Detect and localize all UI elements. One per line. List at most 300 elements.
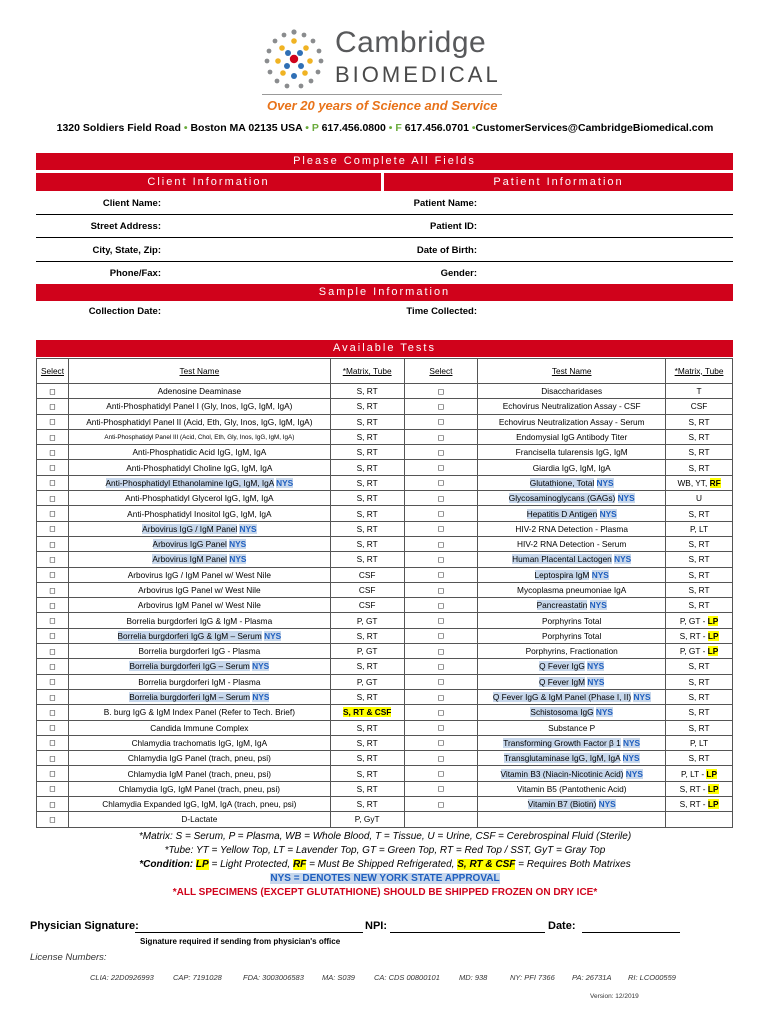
test-name-text: Hepatitis D Antigen <box>526 508 598 519</box>
test-name-text: Adenosine Deaminase <box>157 386 242 397</box>
matrix-value: S, RT <box>688 676 710 687</box>
test-checkbox[interactable]: ◻ <box>37 475 69 490</box>
test-name-text: Q Fever IgG <box>539 661 585 672</box>
client-patient-fields <box>36 194 733 294</box>
test-matrix <box>330 659 404 674</box>
nys-badge: NYS <box>595 707 613 718</box>
test-name <box>68 628 330 643</box>
test-name <box>478 506 666 521</box>
test-name <box>478 781 666 796</box>
npi-label: NPI: <box>365 920 387 932</box>
test-checkbox[interactable]: ◻ <box>404 521 478 536</box>
test-matrix <box>330 751 404 766</box>
test-matrix <box>330 812 404 827</box>
test-checkbox[interactable]: ◻ <box>37 720 69 735</box>
license-pa: PA: 26731A <box>572 973 612 982</box>
test-name <box>478 582 666 597</box>
test-checkbox[interactable]: ◻ <box>404 414 478 429</box>
test-checkbox[interactable]: ◻ <box>404 491 478 506</box>
test-name <box>478 552 666 567</box>
phone-fax-label: Phone/Fax: <box>109 268 161 279</box>
matrix-value: P, LT <box>689 523 709 534</box>
test-name <box>478 689 666 704</box>
test-name-text: Porphyrins Total <box>542 630 602 641</box>
license-md: MD: 938 <box>459 973 488 982</box>
logo-subtitle: BIOMEDICAL <box>335 62 501 87</box>
test-name <box>68 460 330 475</box>
license-cap: CAP: 7191028 <box>173 973 222 982</box>
test-name <box>478 735 666 750</box>
test-name-text: Substance P <box>548 722 596 733</box>
test-matrix <box>330 613 404 628</box>
test-checkbox[interactable]: ◻ <box>404 766 478 781</box>
test-name <box>68 384 330 399</box>
test-matrix <box>666 766 733 781</box>
table-row <box>37 491 733 506</box>
test-matrix <box>666 582 733 597</box>
test-name-text: Anti-Phosphatidyl Panel III (Acid, Chol, Eth, Gly, Inos, IgG, IgM, IgA) <box>104 433 295 441</box>
test-name <box>478 812 666 827</box>
test-matrix <box>330 506 404 521</box>
matrix-value: S, RT <box>688 416 710 427</box>
test-matrix <box>666 797 733 812</box>
client-info-header: Client Information <box>36 173 381 191</box>
test-name-text: Chlamydia IgG, IgM Panel (trach, pneu, psi) <box>118 783 281 794</box>
test-matrix <box>666 475 733 490</box>
bullet: • <box>183 122 188 134</box>
matrix-value: S, RT <box>356 447 378 458</box>
test-name <box>68 552 330 567</box>
table-row <box>37 506 733 521</box>
gender-label: Gender: <box>440 268 477 279</box>
matrix-value: S, RT <box>688 539 710 550</box>
test-matrix <box>666 567 733 582</box>
collection-date-label: Collection Date: <box>88 306 161 317</box>
matrix-value: S, RT <box>688 569 710 580</box>
condition-flag: LP <box>707 646 719 657</box>
test-name <box>68 429 330 444</box>
client-name-label: Client Name: <box>102 198 161 209</box>
test-checkbox[interactable]: ◻ <box>404 644 478 659</box>
test-name-text: Chlamydia Expanded IgG, IgM, IgA (trach, pneu, psi) <box>102 799 297 810</box>
test-name-text: HIV-2 RNA Detection - Plasma <box>515 523 628 534</box>
test-checkbox[interactable]: ◻ <box>37 659 69 674</box>
test-matrix <box>330 735 404 750</box>
test-checkbox[interactable]: ◻ <box>37 705 69 720</box>
test-checkbox[interactable]: ◻ <box>404 399 478 414</box>
test-name <box>478 414 666 429</box>
divider <box>36 214 733 215</box>
test-name <box>68 445 330 460</box>
nys-badge: NYS <box>252 692 270 703</box>
bullet: • <box>471 122 476 134</box>
test-name <box>478 613 666 628</box>
test-checkbox[interactable]: ◻ <box>37 812 69 827</box>
matrix-value: S, RT <box>356 432 378 443</box>
table-row <box>37 598 733 613</box>
test-checkbox[interactable]: ◻ <box>37 414 69 429</box>
test-name-text: Chlamydia IgG Panel (trach, pneu, psi) <box>127 753 271 764</box>
test-checkbox[interactable]: ◻ <box>37 613 69 628</box>
test-name <box>478 429 666 444</box>
matrix-value: S, RT <box>356 416 378 427</box>
test-checkbox[interactable]: ◻ <box>37 689 69 704</box>
matrix-value: S, RT <box>688 447 710 458</box>
test-name <box>478 491 666 506</box>
test-matrix <box>666 445 733 460</box>
shipping-note: *ALL SPECIMENS (EXCEPT GLUTATHIONE) SHOULD BE SHIPPED FROZEN ON DRY ICE* <box>172 887 598 898</box>
test-name <box>478 797 666 812</box>
nys-badge: NYS <box>587 661 605 672</box>
city-address: Boston MA 02135 USA <box>190 122 303 134</box>
tests-table <box>36 358 733 828</box>
test-checkbox[interactable]: ◻ <box>404 659 478 674</box>
test-name <box>68 689 330 704</box>
test-name-text: Arbovirus IgG / IgM Panel w/ West Nile <box>127 569 271 580</box>
test-matrix <box>666 720 733 735</box>
test-checkbox[interactable]: ◻ <box>37 644 69 659</box>
matrix-value: S, RT <box>688 508 710 519</box>
test-name-text: Anti-Phosphatidyl Choline IgG, IgM, IgA <box>126 462 273 473</box>
license-fda: FDA: 3003006583 <box>243 973 304 982</box>
matrix-value: P, GT - <box>679 646 706 657</box>
table-row <box>37 812 733 827</box>
test-name-text: B. burg IgG & IgM Index Panel (Refer to Tech. Brief) <box>103 707 295 718</box>
table-row <box>37 536 733 551</box>
table-row <box>37 582 733 597</box>
test-name-text: Mycoplasma pneumoniae IgA <box>517 585 627 595</box>
matrix-value: S, RT <box>356 799 378 810</box>
table-row <box>37 781 733 796</box>
test-name-text: Arbovirus IgG Panel <box>152 539 227 550</box>
test-checkbox[interactable]: ◻ <box>37 674 69 689</box>
matrix-value: U <box>696 493 703 504</box>
table-row <box>37 613 733 628</box>
matrix-value: CSF <box>358 600 376 611</box>
test-checkbox[interactable]: ◻ <box>404 475 478 490</box>
matrix-value: P, GT - <box>679 615 706 626</box>
table-row <box>37 735 733 750</box>
test-name <box>68 521 330 536</box>
condition-label: *Condition: <box>139 859 194 870</box>
matrix-value: S, RT <box>356 508 378 519</box>
test-checkbox[interactable]: ◻ <box>404 506 478 521</box>
test-name <box>478 384 666 399</box>
test-matrix <box>666 613 733 628</box>
test-checkbox[interactable]: ◻ <box>404 628 478 643</box>
physician-signature-label: Physician Signature: <box>30 920 139 932</box>
test-name <box>68 735 330 750</box>
matrix-value: P, GT <box>356 646 378 657</box>
test-checkbox[interactable]: ◻ <box>37 735 69 750</box>
test-checkbox[interactable]: ◻ <box>37 582 69 597</box>
tests-header-row <box>37 359 733 384</box>
version-label: Version: 12/2019 <box>590 993 639 1000</box>
test-name-text: Q Fever IgG & IgM Panel (Phase I, II) <box>492 692 632 703</box>
test-checkbox[interactable]: ◻ <box>404 613 478 628</box>
test-name <box>478 475 666 490</box>
fax-label: F <box>395 122 402 134</box>
test-checkbox[interactable]: ◻ <box>37 552 69 567</box>
sample-info-header: Sample Information <box>36 284 733 301</box>
date-label: Date: <box>548 920 576 932</box>
bullet: • <box>388 122 393 134</box>
table-row <box>37 475 733 490</box>
test-name <box>68 797 330 812</box>
npi-line[interactable] <box>390 932 545 933</box>
test-checkbox[interactable]: ◻ <box>37 598 69 613</box>
test-matrix <box>330 674 404 689</box>
dob-label: Date of Birth: <box>416 245 477 256</box>
test-matrix <box>666 552 733 567</box>
test-name <box>68 536 330 551</box>
test-name-text: Pancreastatin <box>536 600 588 611</box>
nys-badge: NYS <box>633 692 651 703</box>
test-matrix <box>330 521 404 536</box>
test-checkbox[interactable]: ◻ <box>37 781 69 796</box>
matrix-value: S, RT <box>688 692 710 703</box>
test-name <box>68 414 330 429</box>
nys-badge: NYS <box>276 477 294 488</box>
select-column-header: Select <box>37 359 69 384</box>
test-matrix <box>666 460 733 475</box>
test-name <box>478 536 666 551</box>
test-checkbox[interactable]: ◻ <box>37 751 69 766</box>
email-address: CustomerServices@CambridgeBiomedical.com <box>475 122 714 134</box>
nys-badge: NYS <box>596 477 614 488</box>
test-name-text: Anti-Phosphatidyl Ethanolamine IgG, IgM, IgA <box>105 477 274 488</box>
test-name-text: Vitamin B7 (Biotin) <box>527 799 597 810</box>
city-state-zip-label: City, State, Zip: <box>92 245 161 256</box>
test-name <box>68 644 330 659</box>
test-checkbox[interactable]: ◻ <box>404 689 478 704</box>
test-matrix <box>330 536 404 551</box>
test-checkbox[interactable]: ◻ <box>404 582 478 597</box>
test-name <box>478 445 666 460</box>
matrix-value: S, RT & CSF <box>342 707 392 718</box>
nys-badge: NYS <box>591 569 609 580</box>
test-name-text: Francisella tularensis IgG, IgM <box>515 447 628 458</box>
test-checkbox[interactable]: ◻ <box>404 384 478 399</box>
test-checkbox[interactable]: ◻ <box>404 674 478 689</box>
condition-flag: LP <box>707 783 719 794</box>
test-name <box>68 674 330 689</box>
test-checkbox[interactable]: ◻ <box>404 567 478 582</box>
test-checkbox[interactable]: ◻ <box>404 536 478 551</box>
date-line[interactable] <box>582 932 680 933</box>
table-row <box>37 460 733 475</box>
matrix-value: CSF <box>690 401 708 412</box>
test-matrix <box>330 598 404 613</box>
signature-note: Signature required if sending from physician's office <box>140 937 341 946</box>
test-checkbox[interactable]: ◻ <box>404 720 478 735</box>
test-checkbox[interactable] <box>404 812 478 827</box>
matrix-value: S, RT <box>688 585 710 595</box>
test-checkbox[interactable]: ◻ <box>404 797 478 812</box>
logo-divider <box>262 94 502 95</box>
test-checkbox[interactable]: ◻ <box>404 705 478 720</box>
test-checkbox[interactable]: ◻ <box>37 506 69 521</box>
matrix-value: S, RT <box>688 462 710 473</box>
test-checkbox[interactable]: ◻ <box>37 445 69 460</box>
test-checkbox[interactable]: ◻ <box>404 751 478 766</box>
matrix-value: S, RT - <box>679 783 706 794</box>
matrix-column-header: *Matrix, Tube <box>330 359 404 384</box>
test-name-text: Giardia IgG, IgM, IgA <box>532 462 611 473</box>
test-name-text: Anti-Phosphatidyl Inositol IgG, IgM, IgA <box>127 508 272 519</box>
matrix-value: S, RT <box>356 386 378 397</box>
logo-name: Cambridge <box>335 26 487 59</box>
matrix-value: S, RT - <box>679 799 706 810</box>
test-name-text: Arbovirus IgG / IgM Panel <box>142 523 238 534</box>
matrix-value: S, RT <box>688 753 710 764</box>
patient-info-header: Patient Information <box>384 173 733 191</box>
matrix-value: S, RT <box>688 432 710 443</box>
table-row <box>37 689 733 704</box>
matrix-value: S, RT <box>356 692 378 703</box>
matrix-value: P, LT - <box>681 768 705 779</box>
test-name <box>478 521 666 536</box>
table-row <box>37 720 733 735</box>
test-matrix <box>666 429 733 444</box>
matrix-value: P, GyT <box>354 814 380 825</box>
test-checkbox[interactable]: ◻ <box>404 460 478 475</box>
table-row <box>37 414 733 429</box>
test-name-text: Vitamin B3 (Niacin-Nicotinic Acid) <box>500 768 624 779</box>
test-checkbox[interactable]: ◻ <box>404 598 478 613</box>
tests-body <box>37 384 733 828</box>
test-name-text: Chlamydia trachomatis IgG, IgM, IgA <box>131 737 268 748</box>
phone-label: P <box>311 122 319 134</box>
matrix-value: P, GT <box>356 676 378 687</box>
test-checkbox[interactable]: ◻ <box>37 521 69 536</box>
test-name-text: Borrelia burgdorferi IgM - Plasma <box>138 676 261 687</box>
test-checkbox[interactable]: ◻ <box>37 766 69 781</box>
table-row <box>37 384 733 399</box>
test-name-text: Borrelia burgdorferi IgG & IgM – Serum <box>117 630 262 641</box>
test-name-text: Borrelia burgdorferi IgM – Serum <box>129 692 251 703</box>
test-matrix <box>330 628 404 643</box>
test-matrix <box>666 812 733 827</box>
test-name <box>478 567 666 582</box>
test-name-column-header: Test Name <box>478 359 666 384</box>
test-name <box>478 705 666 720</box>
test-checkbox[interactable]: ◻ <box>404 781 478 796</box>
test-checkbox[interactable]: ◻ <box>37 460 69 475</box>
contact-line <box>0 122 770 134</box>
test-name-text: Echovirus Neutralization Assay - Serum <box>498 416 645 427</box>
tube-legend: *Tube: YT = Yellow Top, LT = Lavender Top, GT = Green Top, RT = Red Top / SST, GyT = Gray Top <box>164 845 606 856</box>
lp-desc: = Light Protected, <box>211 859 291 870</box>
test-name <box>68 475 330 490</box>
test-matrix <box>666 628 733 643</box>
test-matrix <box>666 399 733 414</box>
table-row <box>37 628 733 643</box>
matrix-legend: *Matrix: S = Serum, P = Plasma, WB = Whole Blood, T = Tissue, U = Urine, CSF = Cerebrospinal Fluid (Sterile) <box>138 831 632 842</box>
test-name-text: Transglutaminase IgG, IgM, IgA <box>503 753 621 764</box>
test-checkbox[interactable]: ◻ <box>404 735 478 750</box>
matrix-value: S, RT <box>356 477 378 488</box>
time-collected-label: Time Collected: <box>406 306 477 317</box>
matrix-value: S, RT <box>688 661 710 672</box>
banner-complete-fields: Please Complete All Fields <box>36 153 733 170</box>
both-matrix-flag: S, RT & CSF <box>457 859 516 870</box>
test-matrix <box>330 705 404 720</box>
tagline: Over 20 years of Science and Service <box>267 98 498 113</box>
nys-note: NYS = DENOTES NEW YORK STATE APPROVAL <box>270 873 500 884</box>
nys-badge: NYS <box>598 799 616 810</box>
test-name <box>68 751 330 766</box>
test-matrix <box>330 781 404 796</box>
test-checkbox[interactable]: ◻ <box>37 797 69 812</box>
test-checkbox[interactable]: ◻ <box>37 384 69 399</box>
matrix-value: S, RT <box>688 600 710 611</box>
test-checkbox[interactable]: ◻ <box>37 491 69 506</box>
test-matrix <box>666 705 733 720</box>
test-checkbox[interactable]: ◻ <box>37 567 69 582</box>
test-matrix <box>666 751 733 766</box>
license-ca: CA: CDS 00800101 <box>374 973 440 982</box>
test-checkbox[interactable]: ◻ <box>37 536 69 551</box>
test-matrix <box>330 414 404 429</box>
test-matrix <box>330 399 404 414</box>
nys-badge: NYS <box>589 600 607 611</box>
matrix-value: S, RT <box>356 401 378 412</box>
test-name <box>478 720 666 735</box>
test-name-text: Human Placental Lactogen <box>512 554 612 565</box>
test-name <box>68 399 330 414</box>
divider <box>36 261 733 262</box>
table-row <box>37 644 733 659</box>
license-ny: NY: PFI 7366 <box>510 973 555 982</box>
test-name <box>68 720 330 735</box>
table-row <box>37 521 733 536</box>
test-name-text: HIV-2 RNA Detection - Serum <box>517 539 627 550</box>
test-checkbox[interactable]: ◻ <box>37 399 69 414</box>
test-name-text: Anti-Phosphatidyl Panel I (Gly, Inos, IgG, IgM, IgA) <box>106 401 293 412</box>
matrix-value: S, RT <box>356 661 378 672</box>
test-matrix <box>666 414 733 429</box>
test-matrix <box>330 491 404 506</box>
matrix-value: S, RT <box>356 630 378 641</box>
test-checkbox[interactable]: ◻ <box>37 628 69 643</box>
license-ma: MA: S039 <box>322 973 355 982</box>
test-name-text: Anti-Phosphatidyl Glycerol IgG, IgM, IgA <box>125 493 274 504</box>
street-address-label: Street Address: <box>90 221 161 232</box>
nys-badge: NYS <box>252 661 270 672</box>
test-matrix <box>330 644 404 659</box>
test-checkbox[interactable]: ◻ <box>37 429 69 444</box>
test-name-text: Disaccharidases <box>541 386 603 397</box>
test-checkbox[interactable]: ◻ <box>404 552 478 567</box>
test-name-text: Transforming Growth Factor β 1 <box>503 737 621 748</box>
test-name <box>478 674 666 689</box>
table-row <box>37 429 733 444</box>
divider <box>36 237 733 238</box>
matrix-value: S, RT <box>688 707 710 718</box>
test-name-text: Borrelia burgdorferi IgG – Serum <box>129 661 250 672</box>
condition-flag: LP <box>707 615 719 626</box>
test-matrix <box>666 659 733 674</box>
test-checkbox[interactable]: ◻ <box>404 429 478 444</box>
test-checkbox[interactable]: ◻ <box>404 445 478 460</box>
test-matrix <box>330 582 404 597</box>
test-name <box>68 613 330 628</box>
test-name-column-header: Test Name <box>68 359 330 384</box>
signature-line[interactable] <box>135 932 363 933</box>
nys-badge: NYS <box>623 737 641 748</box>
select-column-header: Select <box>404 359 478 384</box>
